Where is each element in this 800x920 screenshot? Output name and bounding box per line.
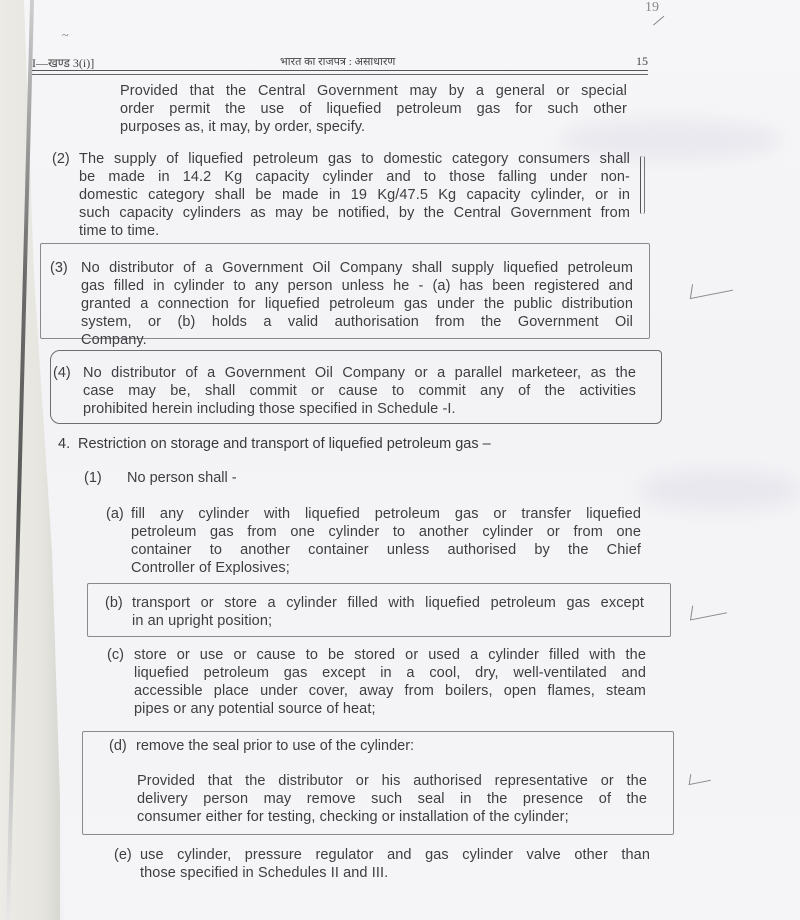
proviso-paragraph: [120, 82, 627, 136]
item-label: (e): [114, 847, 132, 863]
text-line: Provided that the distributor or his authorised representative or the: [137, 773, 647, 789]
text-line: prohibited herein including those specified in Schedule -I.: [83, 401, 456, 417]
text-line: purposes as, it may, by order, specify.: [120, 119, 366, 135]
item-a-paragraph: [131, 505, 641, 577]
text-line: domestic category shall be made in 19 Kg/47.5 Kg capacity cylinder, or in: [79, 187, 630, 203]
text-line: case may be, shall commit or cause to commit any of the activities: [83, 383, 636, 399]
text-line: such capacity cylinders as may be notified, by the Central Government from: [79, 205, 630, 221]
text-line: No distributor of a Government Oil Company or a parallel marketeer, as the: [83, 365, 636, 381]
margin-bracket-mark: [640, 156, 645, 214]
header-page-number: 15: [636, 54, 648, 68]
text-line: granted a connection for liquefied petroleum gas under the public distribution: [81, 296, 633, 312]
pen-mark-icon: ~: [62, 28, 69, 42]
text-line: fill any cylinder with liquefied petroleum gas or transfer liquefied: [131, 506, 641, 522]
text-line: use cylinder, pressure regulator and gas cylinder valve other than: [140, 847, 650, 863]
clause-number: (3): [50, 260, 68, 276]
header-rule: [32, 70, 648, 75]
clause-4-paragraph: [83, 364, 636, 418]
text-line: in an upright position;: [132, 613, 273, 629]
text-line: time to time.: [79, 223, 160, 239]
subsection-number: (1): [84, 470, 102, 486]
header-section-label: I—खण्ड 3(i)]: [32, 56, 95, 70]
text-line: Provided that the Central Government may by a general or special: [120, 83, 627, 99]
item-d-proviso: [137, 772, 647, 826]
text-line: system, or (b) holds a valid authorisation from the Government Oil: [81, 314, 633, 330]
item-label: (a): [106, 506, 124, 522]
text-line: pipes or any potential source of heat;: [134, 701, 376, 717]
section-heading: Restriction on storage and transport of liquefied petroleum gas –: [78, 436, 491, 452]
section-number: 4.: [58, 436, 71, 452]
text-line: accessible place under cover, away from boilers, open flames, steam: [134, 683, 646, 699]
running-header: [32, 54, 648, 70]
item-label: (b): [105, 595, 123, 611]
clause-3-paragraph: [81, 259, 633, 349]
subsection-label: No person shall -: [127, 470, 237, 486]
text-line: those specified in Schedules II and III.: [140, 865, 389, 881]
scan-smudge: [640, 470, 800, 510]
item-c-paragraph: [134, 646, 646, 718]
clause-2-paragraph: [79, 150, 630, 240]
text-line: be made in 14.2 Kg capacity cylinder and to those falling under non-: [79, 169, 630, 185]
item-d-text: remove the seal prior to use of the cylinder:: [136, 738, 415, 754]
text-line: store or use or cause to be stored or used a cylinder filled with the: [134, 647, 646, 663]
text-line: consumer either for testing, checking or installation of the cylinder;: [137, 809, 569, 825]
text-line: order permit the use of liquefied petroleum gas for such other: [120, 101, 627, 117]
text-line: gas filled in cylinder to any person unless he - (a) has been registered and: [81, 278, 633, 294]
text-line: liquefied petroleum gas except in a cool, dry, well-ventilated and: [134, 665, 646, 681]
text-line: transport or store a cylinder filled with liquefied petroleum gas except: [132, 595, 644, 611]
text-line: petroleum gas from one cylinder to another cylinder or from one: [131, 524, 641, 540]
text-line: delivery person may remove such seal in the presence of the: [137, 791, 647, 807]
text-line: No distributor of a Government Oil Company shall supply liquefied petroleum: [81, 260, 633, 276]
item-label: (c): [107, 647, 124, 663]
text-line: Controller of Explosives;: [131, 560, 290, 576]
text-line: container to another container unless authorised by the Chief: [131, 542, 641, 558]
handwritten-note: 19: [645, 0, 659, 15]
clause-number: (4): [53, 365, 71, 381]
header-gazette-title: भारत का राजपत्र : असाधारण: [280, 56, 396, 68]
text-line: Company.: [81, 332, 147, 348]
item-b-paragraph: [132, 594, 644, 630]
item-e-paragraph: [140, 846, 650, 882]
clause-number: (2): [52, 151, 70, 167]
text-line: The supply of liquefied petroleum gas to domestic category consumers shall: [79, 151, 630, 167]
item-label: (d): [109, 738, 127, 754]
